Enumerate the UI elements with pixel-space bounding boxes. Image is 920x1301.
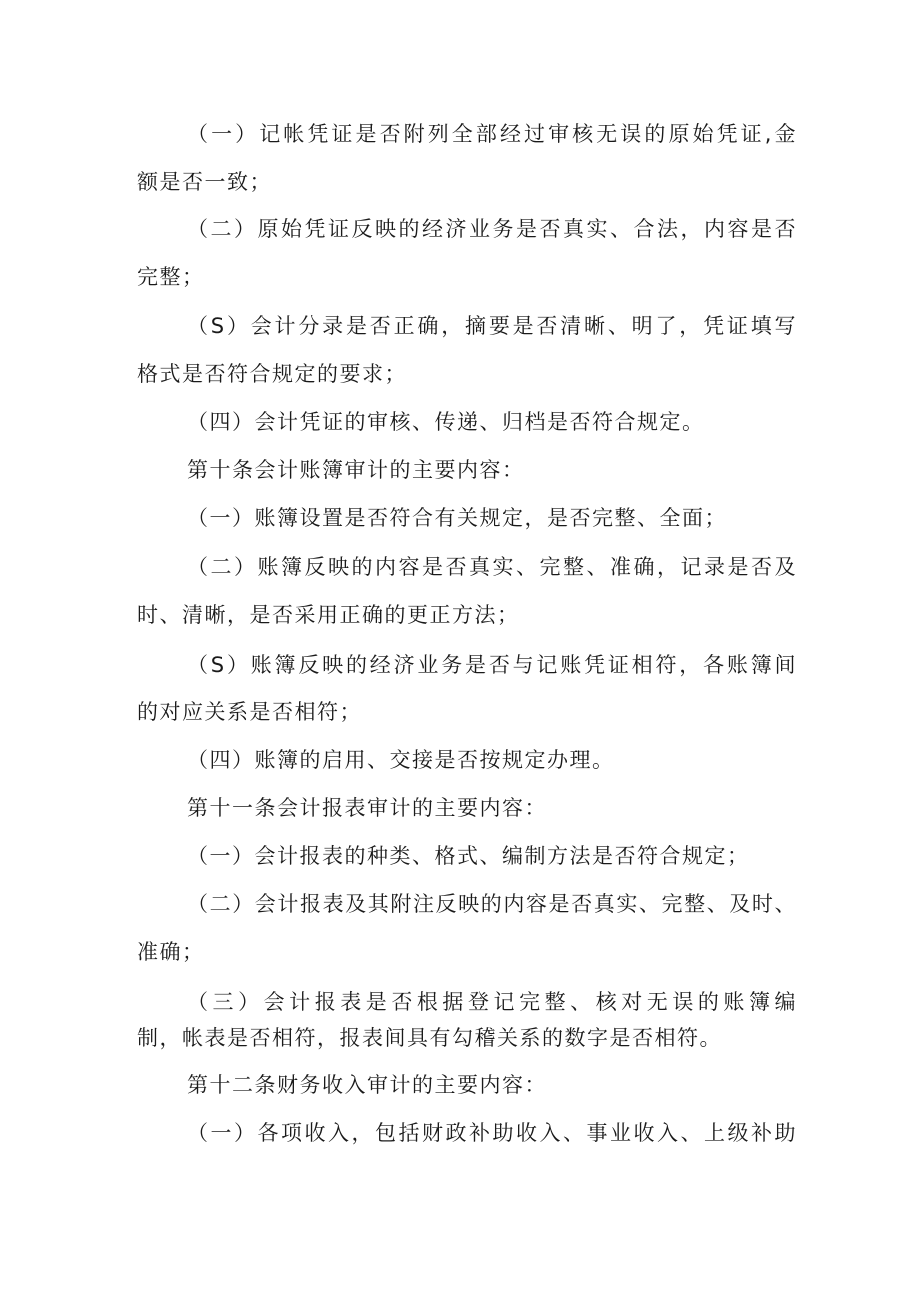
text-line: （二）会计报表及其附注反映的内容是否真实、完整、及时、 — [187, 892, 797, 916]
text-line: （二）原始凭证反映的经济业务是否真实、合法，内容是否 — [187, 217, 797, 241]
text-line: 额是否一致； — [137, 170, 272, 194]
text-line: 完整； — [137, 265, 205, 289]
text-line: （二）账簿反映的内容是否真实、完整、准确，记录是否及 — [187, 555, 797, 579]
text-line: 时、清晰，是否采用正确的更正方法； — [137, 603, 520, 627]
text-line: （S）账簿反映的经济业务是否与记账凭证相符，各账簿间 — [187, 653, 797, 677]
article-heading: 第十条会计账簿审计的主要内容： — [187, 458, 525, 482]
text-line: （一）记帐凭证是否附列全部经过审核无误的原始凭证,金 — [187, 122, 797, 146]
text-line: （S）会计分录是否正确，摘要是否清晰、明了，凭证填写 — [187, 314, 797, 338]
text-line: （三）会计报表是否根据登记完整、核对无误的账簿编 — [187, 990, 797, 1014]
text-line: 的对应关系是否相符； — [137, 700, 362, 724]
article-heading: 第十二条财务收入审计的主要内容： — [187, 1073, 547, 1097]
text-line: 制，帐表是否相符，报表间具有勾稽关系的数字是否相符。 — [137, 1026, 722, 1050]
text-line: （一）账簿设置是否符合有关规定，是否完整、全面； — [187, 506, 727, 530]
text-line: （四）账簿的启用、交接是否按规定办理。 — [187, 748, 615, 772]
text-line: （一）会计报表的种类、格式、编制方法是否符合规定； — [187, 844, 750, 868]
text-line: 准确； — [137, 940, 205, 964]
text-line: （四）会计凭证的审核、传递、归档是否符合规定。 — [187, 410, 705, 434]
article-heading: 第十一条会计报表审计的主要内容： — [187, 796, 547, 820]
text-line: 格式是否符合规定的要求； — [137, 362, 407, 386]
text-line: （一）各项收入，包括财政补助收入、事业收入、上级补助 — [187, 1121, 797, 1145]
